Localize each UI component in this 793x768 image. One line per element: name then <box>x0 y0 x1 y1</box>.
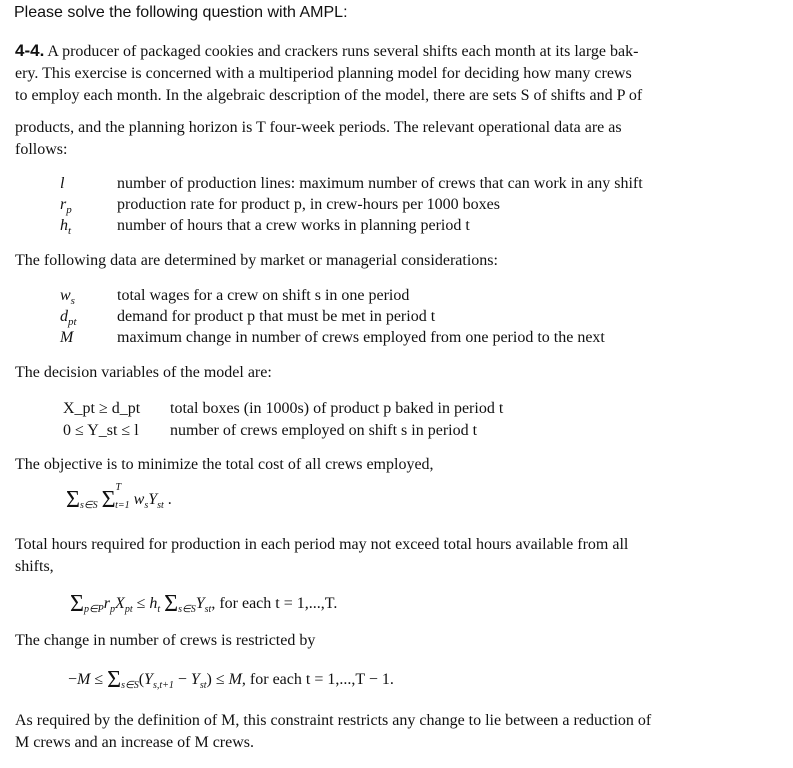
intro-line-2: ery. This exercise is concerned with a multiperiod planning model for deciding how many crews <box>15 65 632 82</box>
intro-cont-line-1: products, and the planning horizon is T four-week periods. The relevant operational data are as <box>15 119 622 136</box>
hours-intro-line-2: shifts, <box>15 558 54 575</box>
symbol-M: M <box>60 329 74 346</box>
change-suffix: , for each t = 1,...,T − 1. <box>241 671 394 688</box>
prompt-text: Please solve the following question with AMPL: <box>14 4 348 21</box>
intro-continued <box>15 117 622 161</box>
desc-h: number of hours that a crew works in planning period t <box>117 217 470 234</box>
change-constraint-formula: $-M \le \Sigma_{s\in S}(Y_{s,t+1} - Y_{st}) \le M$, for each t = 1,...,T − 1. <box>68 667 394 693</box>
decision-var-X-expr: X_pt ≥ d_pt <box>63 400 141 417</box>
question-number: 4-4. <box>15 41 45 60</box>
closing-line-1: As required by the definition of M, this constraint restricts any change to lie between a reduction of <box>15 712 652 729</box>
intro-cont-line-2: follows: <box>15 141 68 158</box>
symbol-d: $d_{pt}$ <box>60 308 77 329</box>
change-intro: The change in number of crews is restricted by <box>15 632 316 649</box>
hours-intro-line-1: Total hours required for production in each period may not exceed total hours available from all <box>15 536 629 553</box>
intro-line-1: A producer of packaged cookies and crackers runs several shifts each month at its large bak- <box>47 43 639 60</box>
desc-w: total wages for a crew on shift s in one period <box>117 287 410 304</box>
decision-var-X-desc: total boxes (in 1000s) of product p baked in period t <box>170 400 504 417</box>
closing-paragraph <box>15 710 651 754</box>
desc-r: production rate for product p, in crew-hours per 1000 boxes <box>117 196 500 213</box>
closing-line-2: M crews and an increase of M crews. <box>15 734 255 751</box>
desc-M: maximum change in number of crews employed from one period to the next <box>117 329 605 346</box>
desc-d: demand for product p that must be met in period t <box>117 308 436 325</box>
symbol-h: $h_t$ <box>60 217 72 238</box>
objective-intro: The objective is to minimize the total cost of all crews employed, <box>15 456 434 473</box>
symbol-l: l <box>60 175 65 192</box>
objective-formula: $\Sigma_{s\in S}$ $\Sigma^T_{t=1}$ $w_sY_{st}$ . <box>66 481 172 513</box>
hours-constraint-formula: $\Sigma_{p\in P}r_pX_{pt} \le h_t$ $\Sigma_{s\in S}Y_{st}$, for each t = 1,...,T. <box>70 591 338 617</box>
question-intro <box>15 40 642 107</box>
hours-intro <box>15 534 628 578</box>
decision-var-Y-expr: 0 ≤ Y_st ≤ l <box>63 422 139 439</box>
symbol-r: $r_p$ <box>60 196 72 217</box>
intro-line-3: to employ each month. In the algebraic description of the model, there are sets S of shifts and P of <box>15 87 643 104</box>
desc-l: number of production lines: maximum number of crews that can work in any shift <box>117 175 643 192</box>
market-intro: The following data are determined by market or managerial considerations: <box>15 252 498 269</box>
decision-intro: The decision variables of the model are: <box>15 364 272 381</box>
symbol-w: $w_s$ <box>60 287 75 308</box>
decision-var-Y-desc: number of crews employed on shift s in period t <box>170 422 478 439</box>
hours-suffix: , for each t = 1,...,T. <box>211 595 338 612</box>
